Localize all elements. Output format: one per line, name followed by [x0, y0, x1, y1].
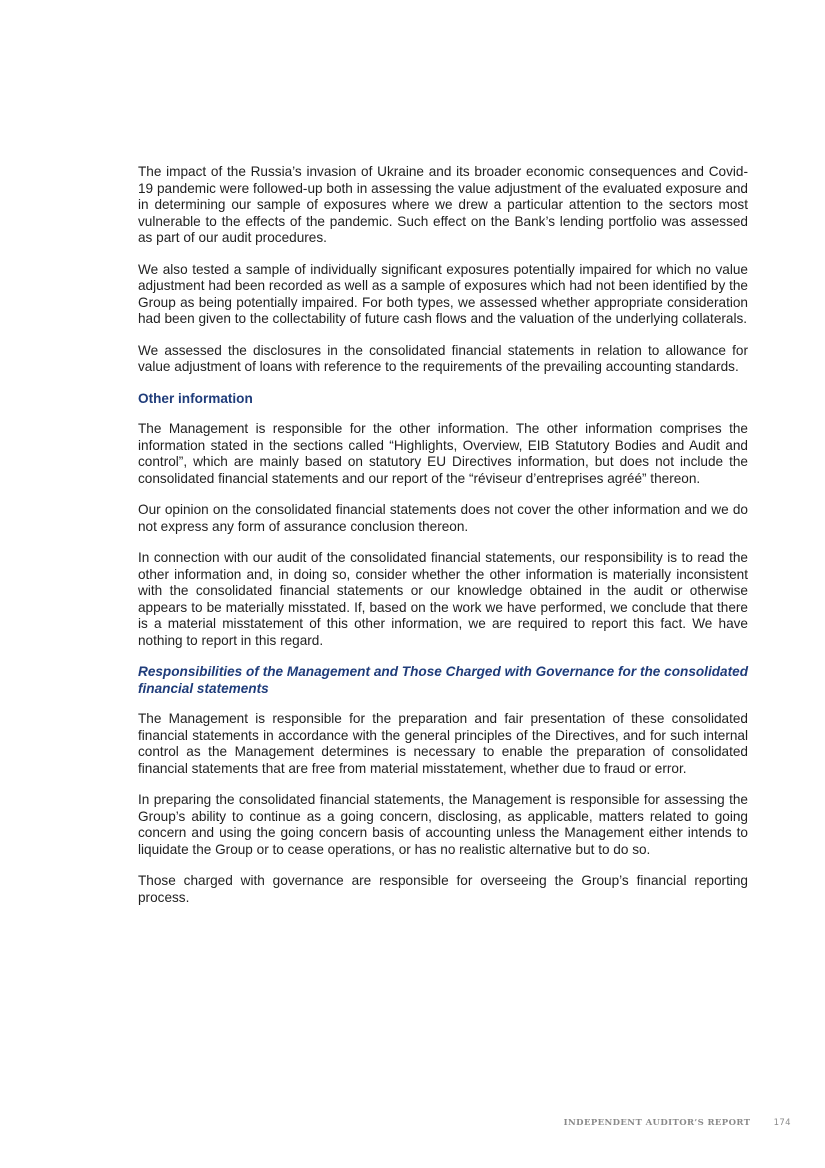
document-body [138, 164, 748, 921]
paragraph-read-responsibility: In connection with our audit of the consolidated financial statements, our responsibility is to read the other information and, in doing so, consider whether the other information is materially inconsistent with the consolidated financial statements or our knowledge obtained in the audit or otherwise appears to be materially misstated. If, based on the work we have performed, we conclude that there is a material misstatement of this other information, we are required to report this fact. We have nothing to report in this regard. [138, 550, 748, 648]
heading-other-information: Other information [138, 390, 253, 406]
page-number: 174 [773, 1118, 791, 1128]
paragraph-opinion-scope: Our opinion on the consolidated financial statements does not cover the other information and we do not express any form of assurance conclusion thereon. [138, 502, 748, 534]
paragraph-other-info-scope: The Management is responsible for the other information. The other information comprises the information stated in the sections called “Highlights, Overview, EIB Statutory Bodies and Audit and control”, which are mainly based on statutory EU Directives information, but does not include the consolidated financial statements and our report of the “réviseur d’entreprises agréé” thereon. [138, 421, 748, 486]
heading-management-responsibilities: Responsibilities of the Management and Those Charged with Governance for the consolidated financial statements [138, 664, 748, 696]
paragraph-disclosures: We assessed the disclosures in the consolidated financial statements in relation to allowance for value adjustment of loans with reference to the requirements of the prevailing accounting standards. [138, 342, 748, 374]
paragraph-sample-testing: We also tested a sample of individually significant exposures potentially impaired for which no value adjustment had been recorded as well as a sample of exposures which had not been identified by the Group as being potentially impaired. For both types, we assessed whether appropriate consideration had been given to the collectability of future cash flows and the valuation of the underlying collaterals. [138, 261, 748, 326]
footer-section-label: INDEPENDENT AUDITOR’S REPORT [563, 1118, 751, 1128]
page-footer [564, 1118, 791, 1128]
paragraph-preparation-responsibility: The Management is responsible for the preparation and fair presentation of these consolidated financial statements in accordance with the general principles of the Directives, and for such internal control as the Management determines is necessary to enable the preparation of consolidated financial statements that are free from material misstatement, whether due to fraud or error. [138, 711, 748, 776]
paragraph-covid-impact: The impact of the Russia’s invasion of Ukraine and its broader economic consequences and Covid-19 pandemic were followed-up both in assessing the value adjustment of the evaluated exposure and in determining our sample of exposures where we drew a particular attention to the sectors most vulnerable to the effects of the pandemic. Such effect on the Bank’s lending portfolio was assessed as part of our audit procedures. [138, 164, 748, 245]
paragraph-going-concern: In preparing the consolidated financial statements, the Management is responsible for assessing the Group’s ability to continue as a going concern, disclosing, as applicable, matters related to going concern and using the going concern basis of accounting unless the Management either intends to liquidate the Group or to cease operations, or has no realistic alternative but to do so. [138, 792, 748, 857]
paragraph-governance-oversight: Those charged with governance are responsible for overseeing the Group’s financial reporting process. [138, 873, 748, 905]
